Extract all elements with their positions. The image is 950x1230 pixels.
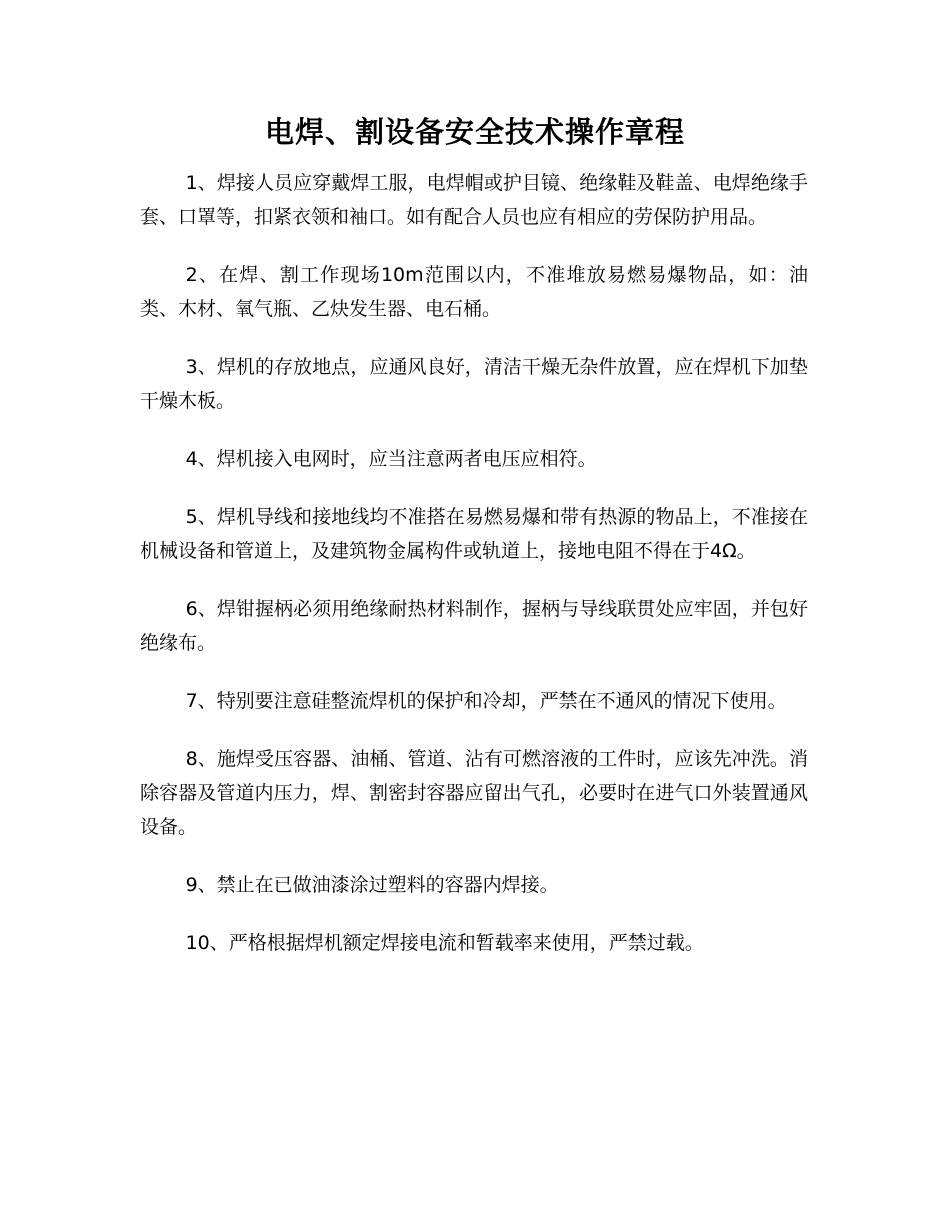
paragraph-5: 5、焊机导线和接地线均不准搭在易燃易爆和带有热源的物品上，不准接在机械设备和管道上，及建筑物金属构件或轨道上，接地电阻不得在于4Ω。 xyxy=(140,506,808,562)
paragraph-10: 10、严格根据焊机额定焊接电流和暂载率来使用，严禁过载。 xyxy=(185,932,704,954)
document-body xyxy=(140,166,808,984)
paragraph-8: 8、施焊受压容器、油桶、管道、沾有可燃溶液的工件时，应该先冲洗。消除容器及管道内压力，焊、割密封容器应留出气孔，必要时在进气口外装置通风设备。 xyxy=(140,748,808,838)
paragraph-4: 4、焊机接入电网时，应当注意两者电压应相符。 xyxy=(185,448,597,470)
paragraph-7: 7、特别要注意硅整流焊机的保护和冷却，严禁在不通风的情况下使用。 xyxy=(185,690,787,712)
paragraph-6: 6、焊钳握柄必须用绝缘耐热材料制作，握柄与导线联贯处应牢固，并包好绝缘布。 xyxy=(140,598,808,654)
paragraph-2: 2、在焊、割工作现场10m范围以内，不准堆放易燃易爆物品，如：油类、木材、氧气瓶、乙炔发生器、电石桶。 xyxy=(140,264,808,320)
paragraph-1: 1、焊接人员应穿戴焊工服，电焊帽或护目镜、绝缘鞋及鞋盖、电焊绝缘手套、口罩等，扣紧衣领和袖口。如有配合人员也应有相应的劳保防护用品。 xyxy=(140,172,808,228)
paragraph-3: 3、焊机的存放地点，应通风良好，清洁干燥无杂件放置，应在焊机下加垫干燥木板。 xyxy=(140,356,808,412)
document-title: 电焊、割设备安全技术操作章程 xyxy=(264,115,685,149)
paragraph-9: 9、禁止在已做油漆涂过塑料的容器内焊接。 xyxy=(185,874,559,896)
